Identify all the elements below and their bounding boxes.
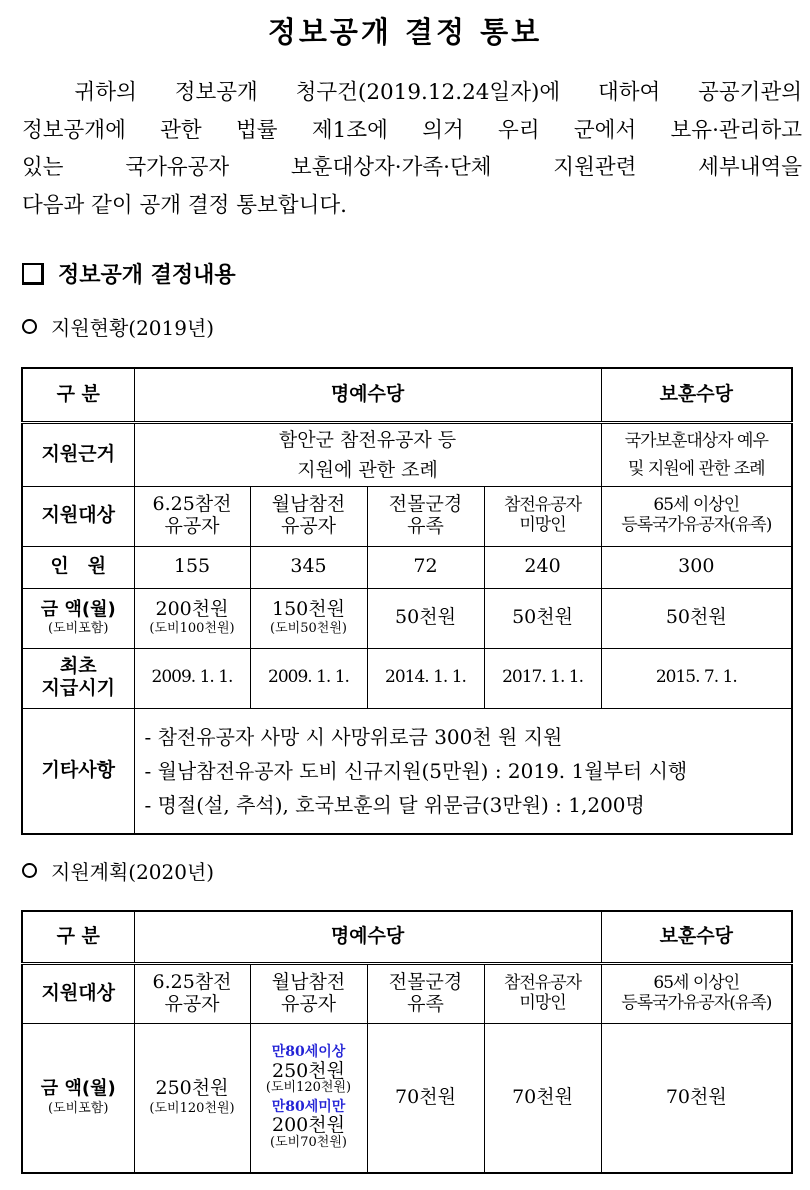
target-cell: 6.25참전 유공자 [134, 963, 250, 1023]
section-heading-text: 정보공개 결정내용 [58, 263, 236, 288]
row-label-amount: 금 액(월) (도비포함) [22, 1023, 134, 1173]
intro-line: 정보공개에 관한 법률 제1조에 의거 우리 군에서 보유·관리하고 [22, 117, 802, 143]
square-bullet-icon [22, 263, 44, 285]
date-cell: 2009. 1. 1. [134, 648, 250, 708]
target-cell: 65세 이상인 등록국가유공자(유족) [601, 486, 792, 546]
header-veteran-allowance: 보훈수당 [601, 368, 792, 422]
intro-paragraph [22, 74, 802, 224]
row-label-first-payment: 최초 지급시기 [22, 648, 134, 708]
date-cell: 2015. 7. 1. [601, 648, 792, 708]
basis-honor-cell [134, 422, 601, 486]
target-cell: 월남참전 유공자 [250, 963, 367, 1023]
count-cell: 72 [367, 546, 484, 588]
basis-honor-line: 지원에 관한 조례 [297, 458, 438, 481]
etc-cell [134, 708, 792, 834]
intro-line: 있는 국가유공자 보훈대상자·가족·단체 지원관련 세부내역을 [22, 155, 802, 180]
amount-cell: 70천원 [367, 1023, 484, 1173]
intro-line: 다음과 같이 공개 결정 통보합니다. [22, 192, 347, 218]
amount-cell: 250천원 (도비120천원) [134, 1023, 250, 1173]
target-cell: 월남참전 유공자 [250, 486, 367, 546]
count-cell: 300 [601, 546, 792, 588]
amount-cell-age-split: 만80세이상 250천원 (도비120천원) 만80세미만 200천원 (도비70천원) [250, 1023, 367, 1173]
amount-cell: 200천원 (도비100천원) [134, 588, 250, 648]
etc-item: - 명절(설, 추석), 호국보훈의 달 위문금(3만원) : 1,200명 [144, 792, 645, 817]
amount-cell: 50천원 [367, 588, 484, 648]
age-over-80-label: 만80세이상 [271, 1044, 346, 1061]
amount-cell: 50천원 [601, 588, 792, 648]
date-cell: 2017. 1. 1. [484, 648, 601, 708]
basis-bohun-line: 국가보훈대상자 예우 [624, 430, 768, 451]
age-under-80-label: 만80세미만 [271, 1098, 346, 1115]
header-honor-allowance: 명예수당 [134, 368, 601, 422]
support-status-table-2019 [21, 367, 793, 835]
subsection-heading-2019 [22, 312, 214, 341]
row-label-count: 인 원 [22, 546, 134, 588]
amount-cell: 70천원 [601, 1023, 792, 1173]
subsection-heading-text: 지원계획(2020년) [51, 860, 215, 884]
section-heading [22, 258, 236, 289]
date-cell: 2014. 1. 1. [367, 648, 484, 708]
row-label-amount: 금 액(월) (도비포함) [22, 588, 134, 648]
row-label-etc: 기타사항 [22, 708, 134, 834]
amount-cell: 150천원 (도비50천원) [250, 588, 367, 648]
amount-cell: 70천원 [484, 1023, 601, 1173]
circle-bullet-icon [22, 319, 37, 334]
subsection-heading-text: 지원현황(2019년) [51, 316, 215, 340]
count-cell: 345 [250, 546, 367, 588]
basis-honor-line: 함안군 참전유공자 등 [278, 428, 457, 451]
target-cell: 65세 이상인 등록국가유공자(유족) [601, 963, 792, 1023]
circle-bullet-icon [22, 863, 37, 878]
support-plan-table-2020 [21, 910, 793, 1174]
target-cell: 전몰군경 유족 [367, 963, 484, 1023]
header-veteran-allowance: 보훈수당 [601, 911, 792, 963]
basis-bohun-cell [601, 422, 792, 486]
header-gubun: 구 분 [22, 911, 134, 963]
target-cell: 6.25참전 유공자 [134, 486, 250, 546]
count-cell: 240 [484, 546, 601, 588]
document-title: 정보공개 결정 통보 [267, 15, 543, 49]
date-cell: 2009. 1. 1. [250, 648, 367, 708]
row-label-basis: 지원근거 [22, 422, 134, 486]
intro-line: 귀하의 정보공개 청구건(2019.12.24일자)에 대하여 공공기관의 [22, 80, 802, 105]
count-cell: 155 [134, 546, 250, 588]
target-cell: 참전유공자 미망인 [484, 486, 601, 546]
target-cell: 참전유공자 미망인 [484, 963, 601, 1023]
header-gubun: 구 분 [22, 368, 134, 422]
row-label-target: 지원대상 [22, 486, 134, 546]
etc-item: - 월남참전유공자 도비 신규지원(5만원) : 2019. 1월부터 시행 [144, 758, 688, 783]
row-label-target: 지원대상 [22, 963, 134, 1023]
amount-cell: 50천원 [484, 588, 601, 648]
etc-item: - 참전유공자 사망 시 사망위로금 300천 원 지원 [144, 724, 563, 749]
target-cell: 전몰군경 유족 [367, 486, 484, 546]
header-honor-allowance: 명예수당 [134, 911, 601, 963]
subsection-heading-2020 [22, 856, 214, 885]
basis-bohun-line: 및 지원에 관한 조례 [628, 458, 765, 479]
